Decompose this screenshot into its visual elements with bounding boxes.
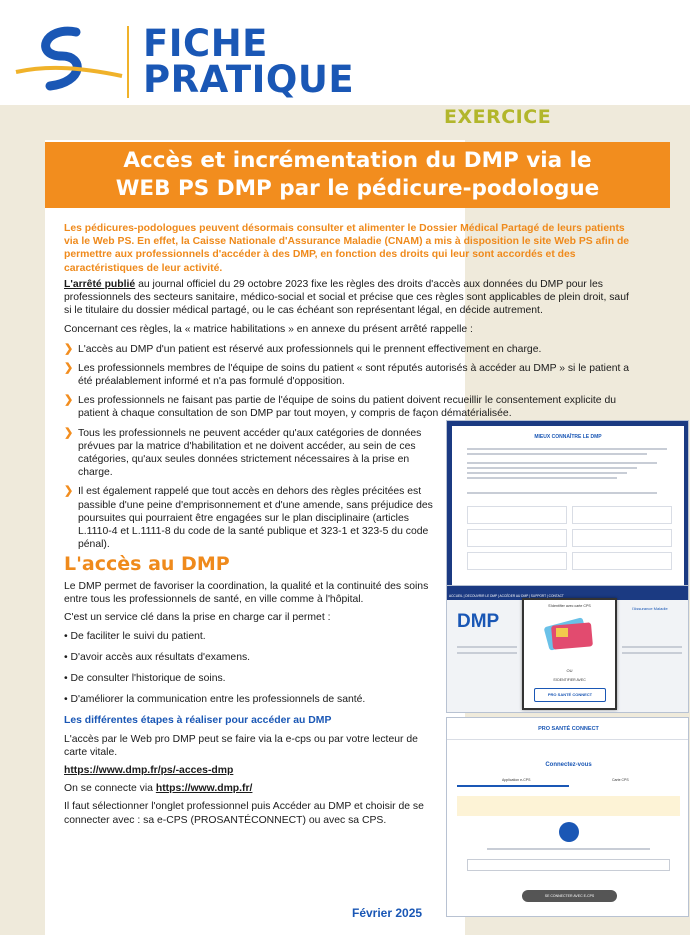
dmp-home-link[interactable]: https://www.dmp.fr/ — [155, 783, 253, 795]
section-paragraph: Le DMP permet de favoriser la coordination, la qualité et la continuité des soins entre tous les professionnels de santé, en ville comme à l'hôpital. — [64, 581, 429, 606]
text-line — [467, 472, 627, 474]
tab-ecps[interactable]: Application e-CPS — [502, 778, 531, 782]
list-item: • D'améliorer la communication entre les professionnels de santé. — [64, 694, 366, 706]
info-card — [467, 552, 567, 570]
section-title: L'accès au DMP — [64, 553, 230, 575]
card-login-label: S'identifier avec carte CPS — [548, 604, 591, 608]
concern-paragraph: Concernant ces règles, la « matrice habilitations » en annexe du présent arrêté rappelle : — [64, 324, 473, 336]
banner-line2: WEB PS DMP par le pédicure-podologue — [115, 176, 600, 201]
or-separator: OU — [566, 668, 573, 673]
ecps-connect-button[interactable]: SE CONNECTER AVEC E-CPS — [522, 890, 617, 902]
header-divider — [127, 26, 129, 98]
arrete-paragraph — [64, 278, 636, 318]
list-item: • De consulter l'historique de soins. — [64, 673, 226, 685]
active-tab-indicator — [457, 785, 569, 787]
arrow-icon: ❯ — [64, 426, 74, 439]
arrow-icon: ❯ — [64, 361, 74, 374]
intro-paragraph: Les pédicures-podologues peuvent désormais consulter et alimenter le Dossier Médical Partagé de leurs patients via le Web PS. En effet, la Caisse Nationale d'Assurance Maladie (CNAM) a mis à disposition le site Web PS afin de permettre aux professionnels d'accéder à des DMP, en fonction des droits qui leur sont accordés et des caractéristiques de leur activité. — [64, 223, 630, 274]
page-title-line2: PRATIQUE — [143, 58, 355, 101]
nav-tabs: ACCUEIL | DECOUVRIR LE DMP | ACCÉDER AU DMP | SUPPORT | CONTACT — [449, 594, 564, 598]
arrow-icon: ❯ — [64, 394, 74, 407]
rule-item: ❯ Il est également rappelé que tout accès en dehors des règles précitées est passible d'une peine d'emprisonnement et d'une amende, sans préjudice des poursuites qui pourraient être engagées sur le plan disciplinaire (articles L.1110-4 et L.1111-8 du code de la santé publique et 323-1 et 323-5 du code pénal). — [64, 485, 433, 551]
info-card — [572, 529, 672, 547]
page-title-line1: FICHE — [143, 22, 268, 65]
section-paragraph: C'est un service clé dans la prise en charge car il permet : — [64, 612, 331, 624]
phone-icon — [559, 822, 579, 842]
arrow-icon: ❯ — [64, 485, 74, 498]
tab-cps[interactable]: Carte CPS — [612, 778, 629, 782]
info-card — [572, 506, 672, 524]
publication-date: Février 2025 — [352, 906, 423, 920]
screenshot-dmp-info — [446, 420, 689, 590]
rule-item: ❯ Les professionnels ne faisant pas partie de l'équipe de soins du patient doivent recueillir le consentement explicite du patient à chaque consultation de son DMP par tout moyen, y compris de façon dématérialisée. — [64, 394, 617, 420]
screenshot-prosante-connect — [446, 717, 689, 917]
text-line — [467, 448, 667, 450]
text-line — [467, 467, 637, 469]
arrow-icon: ❯ — [64, 342, 74, 355]
info-card — [572, 552, 672, 570]
screenshot-content — [452, 426, 684, 586]
connect-paragraph: On se connecte via https://www.dmp.fr/ — [64, 783, 253, 795]
arrete-link[interactable]: L'arrêté publié — [64, 278, 136, 290]
text-line — [467, 453, 647, 455]
title-banner — [45, 142, 670, 208]
text-line — [487, 848, 650, 850]
arrete-text: au journal officiel du 29 octobre 2023 fixe les règles des droits d'accès aux données du DMP pour les professionnels des secteurs sanitaire, médico-social et social et précise que ces règles sont applicables de plein droit, sauf si le titulaire du dossier médical partagé, ou le cas échéant son représentant légal, en décide autrement. — [64, 278, 629, 317]
category-tag: EXERCICE — [444, 106, 552, 128]
assurance-logo: l'Assurance Maladie — [632, 606, 668, 611]
ecps-label: S'IDENTIFIER AVEC — [553, 678, 586, 682]
logo-icon — [14, 26, 124, 96]
text-line — [467, 477, 617, 479]
screenshot-title: MIEUX CONNAÎTRE LE DMP — [534, 434, 602, 440]
connect-title: Connectez-vous — [545, 762, 592, 768]
login-dialog — [522, 598, 617, 710]
dmp-access-link[interactable]: https://www.dmp.fr/ps/-acces-dmp — [64, 765, 234, 777]
info-card — [467, 529, 567, 547]
rule-item: ❯ L'accès au DMP d'un patient est réservé aux professionnels qui le prennent effectivement en charge. — [64, 342, 542, 355]
text-line — [622, 646, 682, 648]
rule-item: ❯ Les professionnels membres de l'équipe de soins du patient « sont réputés autorisés à accéder au DMP » si le patient a été préalablement informé et n'a pas formulé d'opposition. — [64, 361, 630, 388]
cps-card-icon[interactable] — [542, 612, 597, 652]
list-item: • De faciliter le suivi du patient. — [64, 630, 206, 642]
section-paragraph: L'accès par le Web pro DMP peut se faire via la e-cps ou par votre lecteur de carte vitale. — [64, 733, 418, 758]
list-item: • D'avoir accès aux résultats d'examens. — [64, 651, 251, 663]
screenshot-dmp-login — [446, 585, 689, 713]
steps-title: Les différentes étapes à réaliser pour accéder au DMP — [64, 715, 332, 727]
rule-item: ❯ Tous les professionnels ne peuvent accéder qu'aux catégories de données prévues par la matrice d'habilitation et ne doivent accéder, au sein de ces catégories, qu'aux seules données strictement nécessaires à la prise en charge. — [64, 426, 422, 479]
section-paragraph: Il faut sélectionner l'onglet professionnel puis Accéder au DMP et choisir de se connecter avec : sa e-CPS (PROSANTÉCONNECT) ou avec sa CPS. — [64, 801, 424, 826]
text-line — [622, 652, 682, 654]
banner-line1: Accès et incrémentation du DMP via le — [123, 148, 592, 173]
text-line — [467, 462, 657, 464]
identifier-input[interactable] — [467, 859, 670, 871]
section-body — [64, 580, 436, 832]
prosante-connect-button[interactable]: PRO SANTÉ CONNECT — [534, 688, 606, 702]
info-card — [467, 506, 567, 524]
info-notice — [457, 796, 680, 816]
text-line — [467, 492, 657, 494]
text-line — [457, 652, 517, 654]
brand-header: PRO SANTÉ CONNECT — [447, 718, 689, 740]
text-line — [457, 646, 517, 648]
dmp-logo: DMP — [457, 611, 500, 632]
